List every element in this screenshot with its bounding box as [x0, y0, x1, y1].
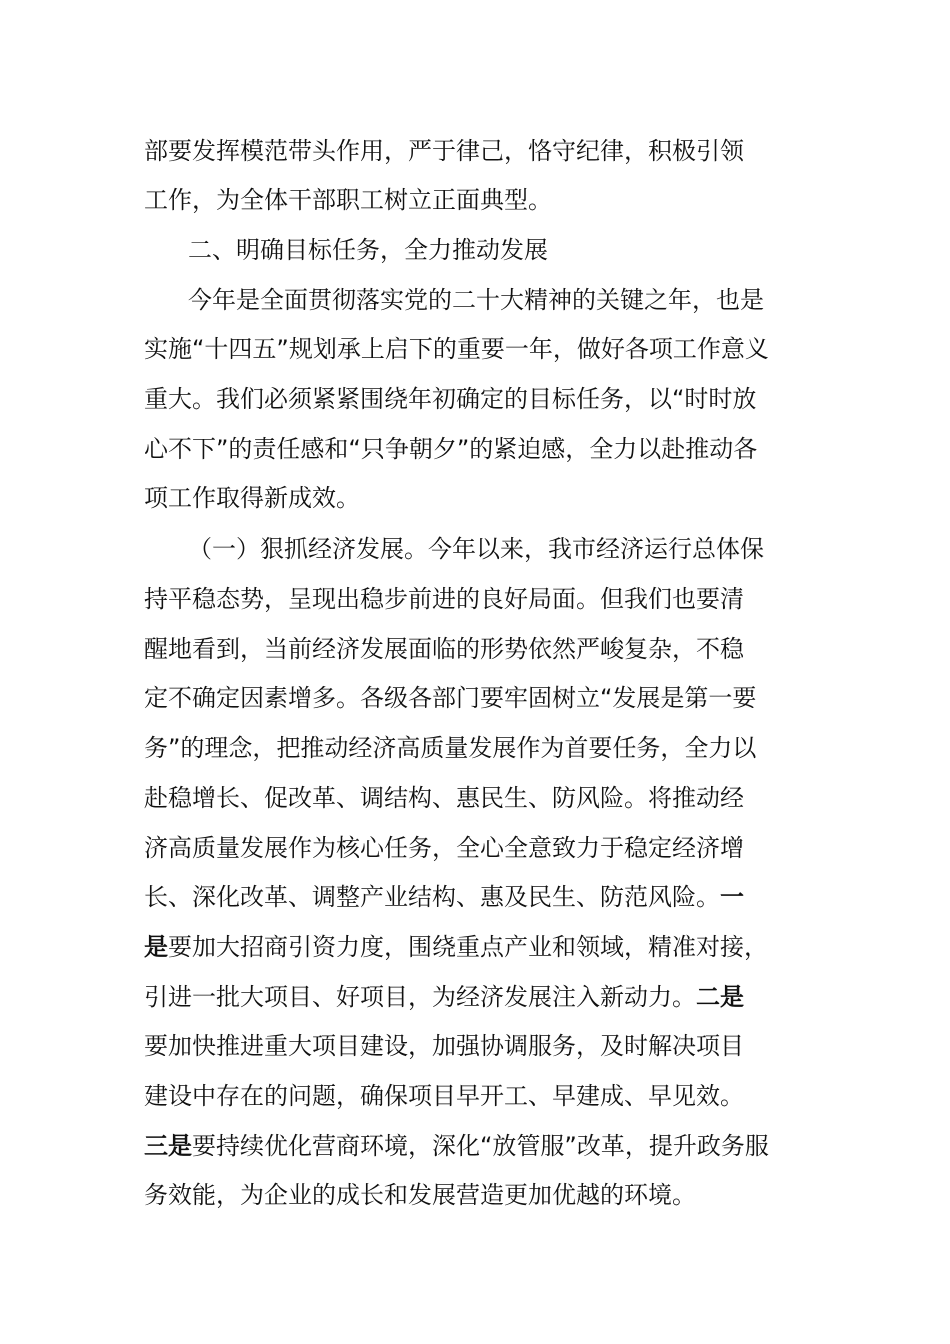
text-line: 济高质量发展作为核心任务，全心全意致力于稳定经济增	[144, 834, 744, 862]
text-line: 持平稳态势，呈现出稳步前进的良好局面。但我们也要清	[144, 585, 744, 613]
text-line: 赴稳增长、促改革、调结构、惠民生、防风险。将推动经	[144, 784, 744, 812]
text-line: 醒地看到，当前经济发展面临的形势依然严峻复杂，不稳	[144, 635, 744, 663]
text-line: 心不下”的责任感和“只争朝夕”的紧迫感，全力以赴推动各	[144, 435, 758, 463]
bold-text-segment: 是	[144, 933, 168, 961]
subsection-line: （一）狠抓经济发展。今年以来，我市经济运行总体保	[188, 535, 764, 563]
section-heading: 二、明确目标任务，全力推动发展	[188, 236, 548, 264]
text-segment: 长、深化改革、调整产业结构、惠及民生、防范风险。	[144, 883, 720, 911]
bold-text-segment: 二是	[696, 983, 744, 1011]
text-line: 实施“十四五”规划承上启下的重要一年，做好各项工作意义	[144, 335, 769, 363]
text-line: 重大。我们必须紧紧围绕年初确定的目标任务，以“时时放	[144, 385, 757, 413]
text-line: 工作，为全体干部职工树立正面典型。	[144, 186, 552, 214]
text-segment: 要加大招商引资力度，围绕重点产业和领域，精准对接，	[168, 933, 768, 961]
text-line: 今年是全面贯彻落实党的二十大精神的关键之年，也是	[188, 286, 764, 314]
text-segment: 要持续优化营商环境，深化“放管服”改革，提升政务服	[192, 1132, 769, 1160]
text-line: 项工作取得新成效。	[144, 484, 360, 512]
text-line	[144, 1131, 769, 1161]
text-line: 务”的理念，把推动经济高质量发展作为首要任务，全力以	[144, 734, 757, 762]
text-line	[144, 882, 744, 912]
text-line: 务效能，为企业的成长和发展营造更加优越的环境。	[144, 1181, 696, 1209]
text-line	[144, 932, 768, 962]
text-line: 部要发挥模范带头作用，严于律己，恪守纪律，积极引领	[144, 137, 744, 165]
bold-text-segment: 一	[720, 883, 744, 911]
text-line: 要加快推进重大项目建设，加强协调服务，及时解决项目	[144, 1032, 744, 1060]
text-line: 建设中存在的问题，确保项目早开工、早建成、早见效。	[144, 1082, 744, 1110]
bold-text-segment: 三是	[144, 1132, 192, 1160]
text-line	[144, 982, 744, 1012]
text-line: 定不确定因素增多。各级各部门要牢固树立“发展是第一要	[144, 684, 757, 712]
text-segment: 引进一批大项目、好项目，为经济发展注入新动力。	[144, 983, 696, 1011]
